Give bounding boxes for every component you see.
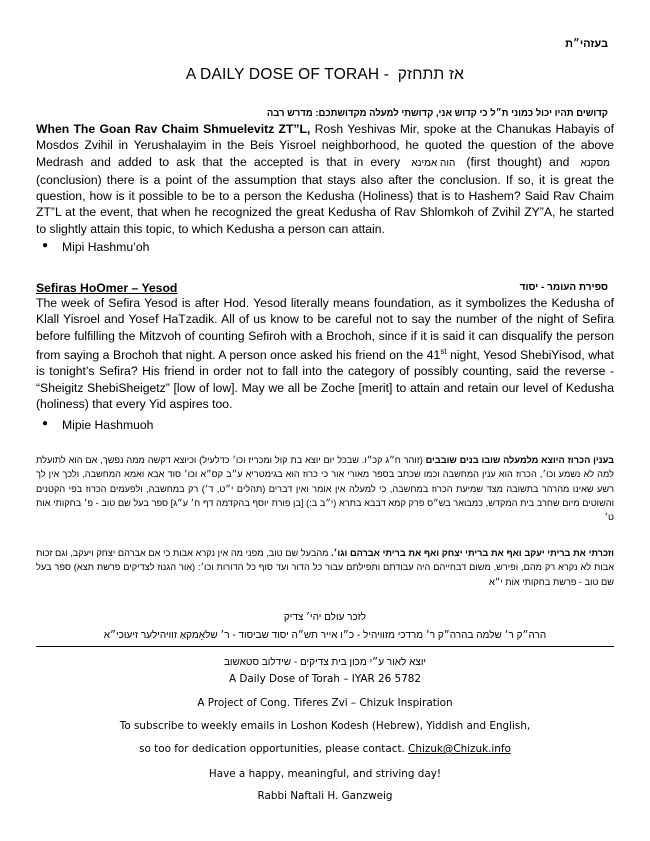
contact-line [0,743,650,755]
story-paragraph [36,121,614,237]
midrash-quote: קדושים תהיו יכול כמוני ת״ל כי קדוש אני, קדושתי למעלה מקדושתכם: מדרש רבה [266,108,608,119]
hebrew-teaching-1-text: (זוהר ח״ג קכ״ו. שבכל יום יוצא בת קול ומכריז וכו׳ כדלעיל) וכיוצא דקשה ממה נפשך, אם הוא לתועלת למה לא נשמע וכו׳, הכרוז הוא ענין המחשבה וכמו שכתב בספר מאורי אור כי כרוז הוא בגימטריא ע״ב קס״א וכו׳ סוד אבא ואמא המחשבה, ולכך אין לך רשע שאינו מהרהר בתשובה מצד שמיעת הכרוז במחשבה, כי למעלה אין אומר ואין דברים (תהלים י״ט, ד׳) רק במחשבה, ולפעמים הכרוז בפי הקטנים והשוטים מיום שחרב בית המקדש, כמבואר בש״ס פרק קמא דבבא בתרא (י״ב ב:) [בן פורת יוסף בהקדמה דף ח׳ ע״ג] ספר בעל שם טוב - פ׳ בחקותי אות ט׳ [36,455,614,523]
hebrew-teaching-2-lead: וזכרתי את בריתי יעקב ואף את בריתי יצחק ואף את בריתי אברהם וגו׳. [331,548,614,558]
subscribe-line: To subscribe to weekly emails in Loshon Kodesh (Hebrew), Yiddish and English, [119,720,531,732]
publisher-line: יוצא לאור ע״י מכון בית צדיקים - שידלוב סטאשוב [223,657,427,668]
memorial-heading: לזכר עולם יהי׳ צדיק [283,612,367,623]
hebrew-teaching-1 [36,453,614,524]
divider [36,646,614,647]
email-link[interactable]: Chizuk@Chizuk.info [408,743,511,755]
title-separator: - [383,66,390,83]
ordinal-suffix: st [440,346,447,356]
source-bullet-1 [42,240,150,254]
title-english: A DAILY DOSE OF TORAH [185,66,380,83]
closing-wish: Have a happy, meaningful, and striving day! [208,768,442,780]
hebrew-teaching-2-text: מהבעל שם טוב, מפני מה אין נקרא אבות כי אם אברהם יצחק ויעקב, וגם זכות אבות לא נקרא רק מהם, ופירש, משום דבחייהם היה עבודתם ותפילתם עבור כל הדור ועד סוף כל הדורות וכו׳: (אור הגנוז לצדיקים פרשת תצא) ספר בעל שם טוב - פרשת בחקותי אות י״א [36,548,614,587]
header-blessing: בעזהי״ת [565,38,608,50]
source-bullet-2 [42,418,154,432]
page-title [0,66,650,84]
issue-line: A Daily Dose of Torah – IYAR 26 5782 [229,673,421,685]
story-text-c: (conclusion) there is a point of the assumption that stays also after the conclusion. If so, it is great the question, how is it possible to be to a person the Kedusha (Holiness) that is to Hashem? Said Rav Chaim ZT”L at the event, that when he recognized the great Kedusha of Rav Shlomkoh of Zvihil ZY”A, he started to slightly attain this topic, to which Kedusha a person can attain. [36,172,614,236]
bullet-dot-icon: ● [42,418,49,429]
hebrew-teaching-1-lead: בענין הכרוז היוצא מלמעלה שובו בנים שובבים [425,455,614,465]
story-text-a: Rosh Yeshivas Mir, spoke at the Chanukas Habayis of Mosdos Zvihil in Yerushalayim in the Beis Yisroel neighborhood, he quoted the question of the above Medrash and added to ask that the accepted is that in every [36,122,615,169]
section-title-sefira: Sefiras HoOmer – Yesod [36,281,178,295]
sefira-paragraph [36,295,614,412]
title-hebrew: אז תתחזק [397,66,465,83]
story-text-b: (first thought) and [459,154,577,169]
sefira-text-a: The week of Sefira Yesod is after Hod. Yesod literally means foundation, as it symbolizes the Kedusha of Klall Yisroel and Yosef HaTzadik. All of us know to be careful not to say the number of the night of Sefira before fulfilling the Mitzvoh of counting Sefiroh with a Brochoh, since if it is said it can disqualify the person from saying a Brochoh that night. A person once asked his friend on the 41 [36,296,614,362]
bullet-dot-icon: ● [42,240,49,251]
source-bullet-text: Mipi Hashmu’oh [62,240,150,254]
author-signature: Rabbi Naftali H. Ganzweig [257,790,393,802]
hebrew-term-first-thought: הוה אמינא [411,157,456,169]
contact-text: so too for dedication opportunities, please contact. [139,743,409,755]
hebrew-teaching-2 [36,546,614,589]
story-lead: When The Goan Rav Chaim Shmuelevitz ZT”L, [36,122,311,136]
source-bullet-text: Mipie Hashmuoh [62,418,154,432]
memorial-dedication: הרה״ק ר׳ שלמה בהרה״ק ר׳ מרדכי מזוויהיל - כ״ו אייר תש״ה יסוד שביסוד - ר׳ שלאָמקאַ זוויהילער זיעוכי״א [103,630,547,641]
project-line: A Project of Cong. Tiferes Zvi – Chizuk Inspiration [197,697,453,709]
section-title-hebrew: ספירת העומר - יסוד [519,282,608,293]
hebrew-term-conclusion: מסקנא [580,157,611,169]
sefira-text-b: night, Yesod ShebiYisod, what is tonight’s Sefira? His friend in order not to fall into the category of possibly counting, said the reverse - “Sheigitz ShebiSheigetz” [low of low]. May we all be Zoche [merit] to attain and retain our level of Kedusha (holiness) that every Yid aspires too. [36,347,614,411]
